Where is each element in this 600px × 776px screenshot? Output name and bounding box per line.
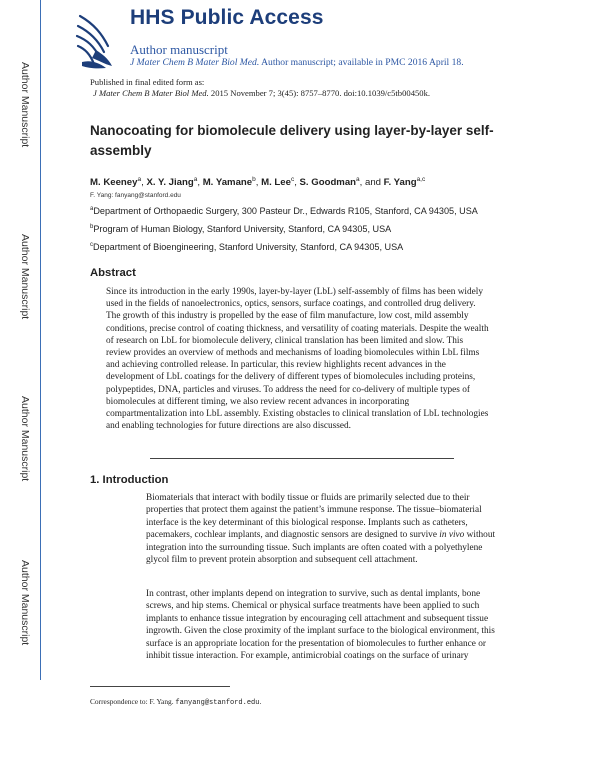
author-separator: , and	[359, 177, 384, 189]
author-name: X. Y. Jiang	[146, 177, 194, 189]
affiliation-text: Department of Orthopaedic Surgery, 300 Pasteur Dr., Edwards R105, Stanford, CA 94305, USA	[93, 206, 478, 217]
author-affil-marker: a	[137, 176, 142, 183]
hhs-public-access-title: HHS Public Access	[130, 6, 324, 29]
affiliation-text: Department of Bioengineering, Stanford University, Stanford, CA 94305, USA	[93, 242, 404, 253]
affiliation-marker: a	[90, 206, 94, 212]
author-separator: ,	[197, 177, 203, 189]
author-list	[90, 176, 425, 188]
availability-text: Author manuscript; available in PMC 2016 April 18.	[261, 57, 464, 68]
abstract-text: Since its introduction in the early 1990s, layer-by-layer (LbL) self-assembly of films has been widely used in the fields of nanoelectronics, optics, sensors, surface coatings, and controlled drug delivery. The growth of this industry is propelled by the ease of film manufacture, low cost, mild assembly conditions, precise control of coating thickness, and versatility of coating materials. Despite the wealth of research on LbL for biomolecule delivery, clinical translation has been limited and slow. This review provides an overview of methods and mechanisms of loading biomolecules within LbL films and achieving controlled release. In particular, this review highlights recent advances in the development of LbL coatings for the delivery of different types of biomolecules including proteins, polypeptides, DNA, particles and viruses. To address the need for co-delivery of multiple types of biomolecules at different timing, we also review recent advances in incorporating compartmentalization into LbL assembly. Existing obstacles to clinical translation of LbL technologies and enabling technologies for future directions are also discussed.	[106, 287, 489, 432]
paragraph-text: without integration into the surrounding tissue. Such implants are often coated with a polyethylene glycol film to prevent protein absorption and subsequent cell attachment.	[146, 530, 496, 566]
author-name: F. Yang	[383, 177, 417, 189]
footnote-end: .	[259, 697, 262, 706]
author-separator: ,	[255, 177, 262, 189]
published-label: Published in final edited form as:	[90, 77, 205, 87]
footnote-email[interactable]: fanyang@stanford.edu	[175, 699, 260, 707]
affiliation-line	[90, 224, 391, 234]
author-manuscript-sidebar	[0, 0, 44, 776]
intro-paragraph-1	[146, 492, 500, 566]
author-name: M. Lee	[261, 177, 291, 189]
author-separator: ,	[294, 177, 300, 189]
author-name: S. Goodman	[299, 177, 357, 189]
citation-details: 2015 November 7; 3(45): 8757–8770. doi:10.1039/c5tb00450k.	[210, 88, 431, 98]
hhs-header	[72, 6, 572, 72]
hhs-eagle-logo-icon	[72, 6, 116, 72]
sidebar-label: Author Manuscript	[19, 234, 31, 320]
affiliation-text: Program of Human Biology, Stanford University, Stanford, CA 94305, USA	[93, 224, 392, 235]
publication-citation	[90, 88, 430, 99]
author-name: M. Keeney	[90, 177, 138, 189]
author-email: F. Yang: fanyang@stanford.edu	[90, 192, 181, 199]
author-affil-marker: b	[252, 176, 256, 183]
footnote-divider	[90, 686, 230, 687]
journal-availability	[130, 57, 464, 68]
affiliation-marker: b	[90, 224, 94, 230]
sidebar-divider	[40, 0, 41, 680]
affiliation-line	[90, 206, 478, 216]
intro-paragraph-2: In contrast, other implants depend on integration to survive, such as dental implants, bone screws, and hip stems. Chemical or physical surface treatments have been applied to such implants to enhance tissue integration by encouraging cell attachment and subsequent tissue ingrowth. Given the close proximity of the implant surface to the biological environment, this surface is an appropriate location for the presentation of biomolecules to further enhance or inhibit tissue interaction. For example, antimicrobial coatings on the surface of urinary	[146, 589, 495, 662]
paragraph-italic: in vivo	[439, 530, 465, 541]
article-title: Nanocoating for biomolecule delivery using layer-by-layer self-assembly	[90, 123, 494, 158]
author-name: M. Yamane	[202, 177, 253, 189]
sidebar-label: Author Manuscript	[19, 62, 31, 148]
sidebar-label: Author Manuscript	[19, 560, 31, 646]
citation-journal: J Mater Chem B Mater Biol Med.	[93, 88, 209, 98]
author-manuscript-label: Author manuscript	[130, 42, 228, 57]
author-affil-marker: a,c	[416, 176, 426, 183]
abstract-divider	[150, 458, 454, 459]
author-affil-marker: a	[193, 176, 198, 183]
paragraph-text: Biomaterials that interact with bodily tissue or fluids are primarily selected due to their properties that protect them against the patient’s immune response. The tissue–biomaterial interface is the key determinant of this biological response. Implants such as catheters, pacemakers, cochlear implants, and diagnostic sensors are designed to survive	[146, 493, 482, 541]
affiliation-marker: c	[90, 242, 93, 248]
affiliation-line	[90, 242, 403, 252]
footnote-label: Correspondence to: F. Yang.	[90, 697, 176, 706]
publication-info	[90, 77, 430, 99]
author-affil-marker: c	[290, 176, 295, 183]
sidebar-label: Author Manuscript	[19, 396, 31, 482]
author-separator: ,	[141, 177, 147, 189]
abstract-heading: Abstract	[90, 267, 136, 279]
correspondence-footnote	[90, 697, 261, 707]
introduction-heading: 1. Introduction	[90, 474, 169, 486]
author-affil-marker: a	[356, 176, 360, 183]
journal-name: J Mater Chem B Mater Biol Med.	[130, 57, 260, 68]
